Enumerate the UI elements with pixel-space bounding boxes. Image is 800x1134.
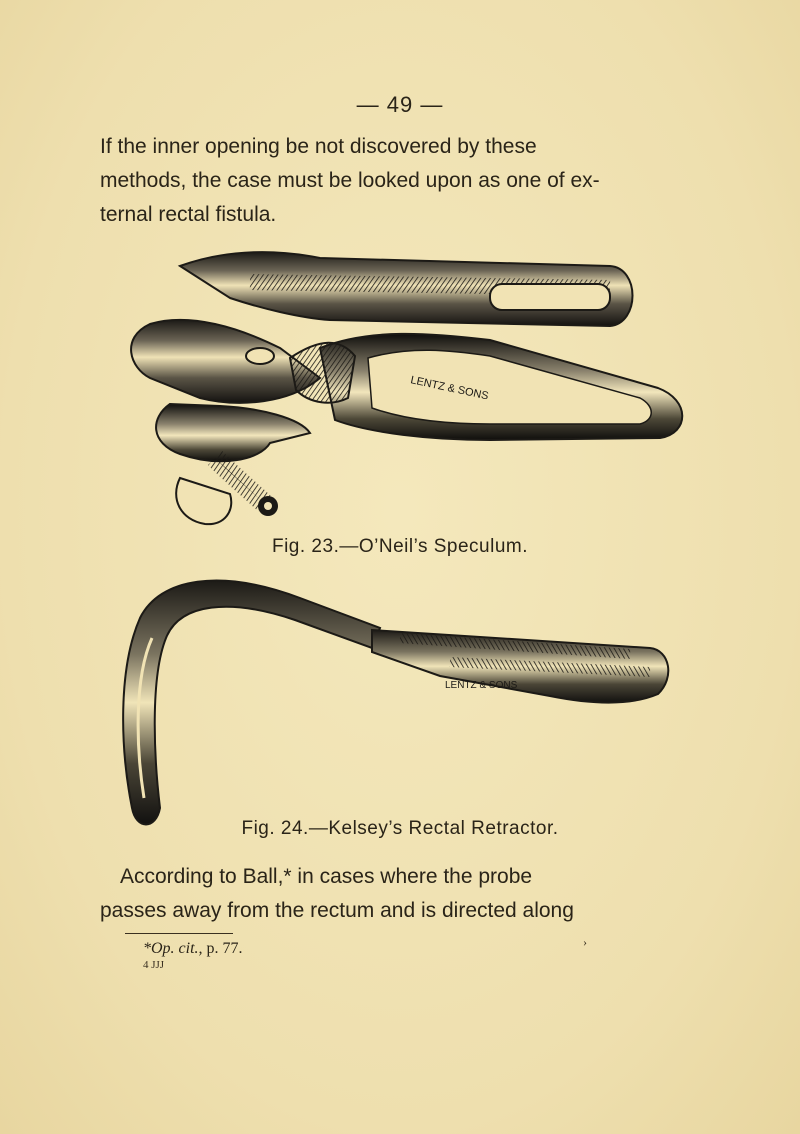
footnote <box>143 940 243 958</box>
footnote-page: p. 77. <box>202 940 243 957</box>
footnote-divider <box>125 933 233 934</box>
figure-23-speculum-illustration <box>110 228 690 528</box>
figure-24-caption: Fig. 24.—Kelsey’s Rectal Retractor. <box>241 818 559 839</box>
page-number: — 49 — <box>356 92 444 117</box>
retractor-drawing <box>110 568 690 830</box>
speculum-drawing <box>110 228 690 528</box>
paragraph-1 <box>100 130 680 232</box>
printer-signature: 4 JJJ <box>143 959 165 971</box>
paragraph-1-line-1: If the inner opening be not discovered by these <box>100 135 537 158</box>
printer-mark: › <box>583 935 587 949</box>
engraving-mark: LENTZ & SONS <box>409 374 490 403</box>
paragraph-2-line-2: passes away from the rectum and is directed along <box>100 899 574 922</box>
paragraph-2-line-1: According to Ball,* in cases where the probe <box>120 865 533 888</box>
paragraph-1-line-2: methods, the case must be looked upon as one of ex- <box>100 169 600 192</box>
engraving-mark: LENTZ & SONS <box>445 680 518 691</box>
paragraph-1-line-3: ternal rectal fistula. <box>100 203 277 226</box>
footnote-reference: *Op. cit., <box>143 940 203 957</box>
figure-23-caption: Fig. 23.—O’Neil’s Speculum. <box>271 536 529 557</box>
figure-24-retractor-illustration <box>110 568 690 830</box>
paragraph-2 <box>100 860 690 928</box>
